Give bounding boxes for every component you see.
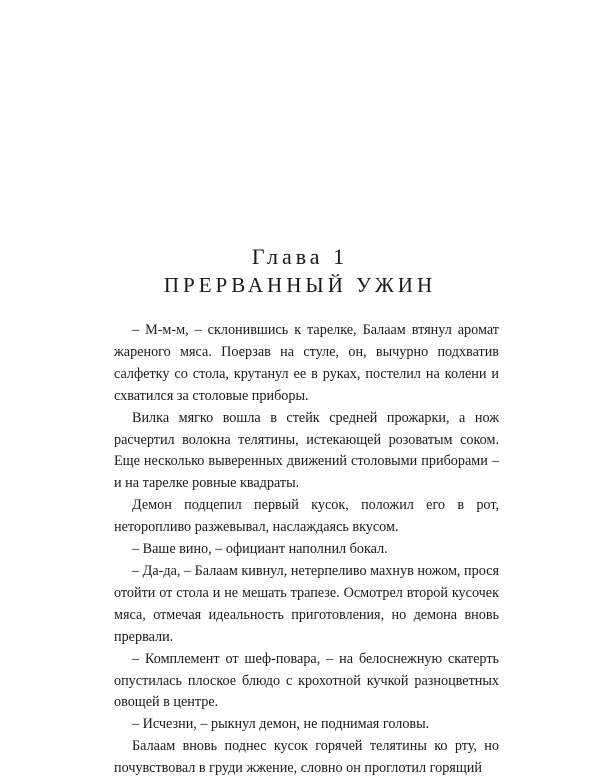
chapter-title: ПРЕРВАННЫЙ УЖИН bbox=[163, 273, 437, 297]
paragraph: – Исчезни, – рыкнул демон, не поднимая головы. bbox=[132, 716, 430, 733]
paragraph: – Да-да, – Балаам кивнул, нетерпеливо махнув ножом, прося отойти от стола и не мешать трапезе. Осмотрел второй кусочек мяса, отмечая идеальность приготовления, но демона вновь прервали. bbox=[114, 562, 499, 645]
chapter-heading bbox=[0, 244, 600, 298]
paragraph: – Ваше вино, – официант наполнил бокал. bbox=[132, 541, 388, 558]
paragraph: – М-м-м, – склонившись к тарелке, Балаам втянул аромат жареного мяса. Поерзав на стуле, он, вычурно подхватив салфетку со стола, крутанул ее в руках, постелил на колени и схватился за столовые приборы. bbox=[114, 322, 499, 404]
chapter-body bbox=[114, 320, 499, 780]
paragraph: Демон подцепил первый кусок, положил его в рот, неторопливо разжевывал, наслаждаясь вкусом. bbox=[114, 497, 499, 536]
chapter-number: Глава 1 bbox=[251, 244, 349, 269]
paragraph: – Комплемент от шеф-повара, – на белоснежную скатерть опустилась плоское блюдо с крохотной кучкой разноцветных овощей в центре. bbox=[114, 650, 499, 711]
paragraph: Балаам вновь поднес кусок горячей телятины ко рту, но почувствовал в груди жжение, словно он проглотил горящий bbox=[114, 738, 499, 777]
paragraph: Вилка мягко вошла в стейк средней прожарки, а нож расчертил волокна телятины, истекающей розоватым соком. Еще несколько выверенных движений столовыми приборами – и на тарелке ровные квадраты. bbox=[114, 409, 499, 492]
